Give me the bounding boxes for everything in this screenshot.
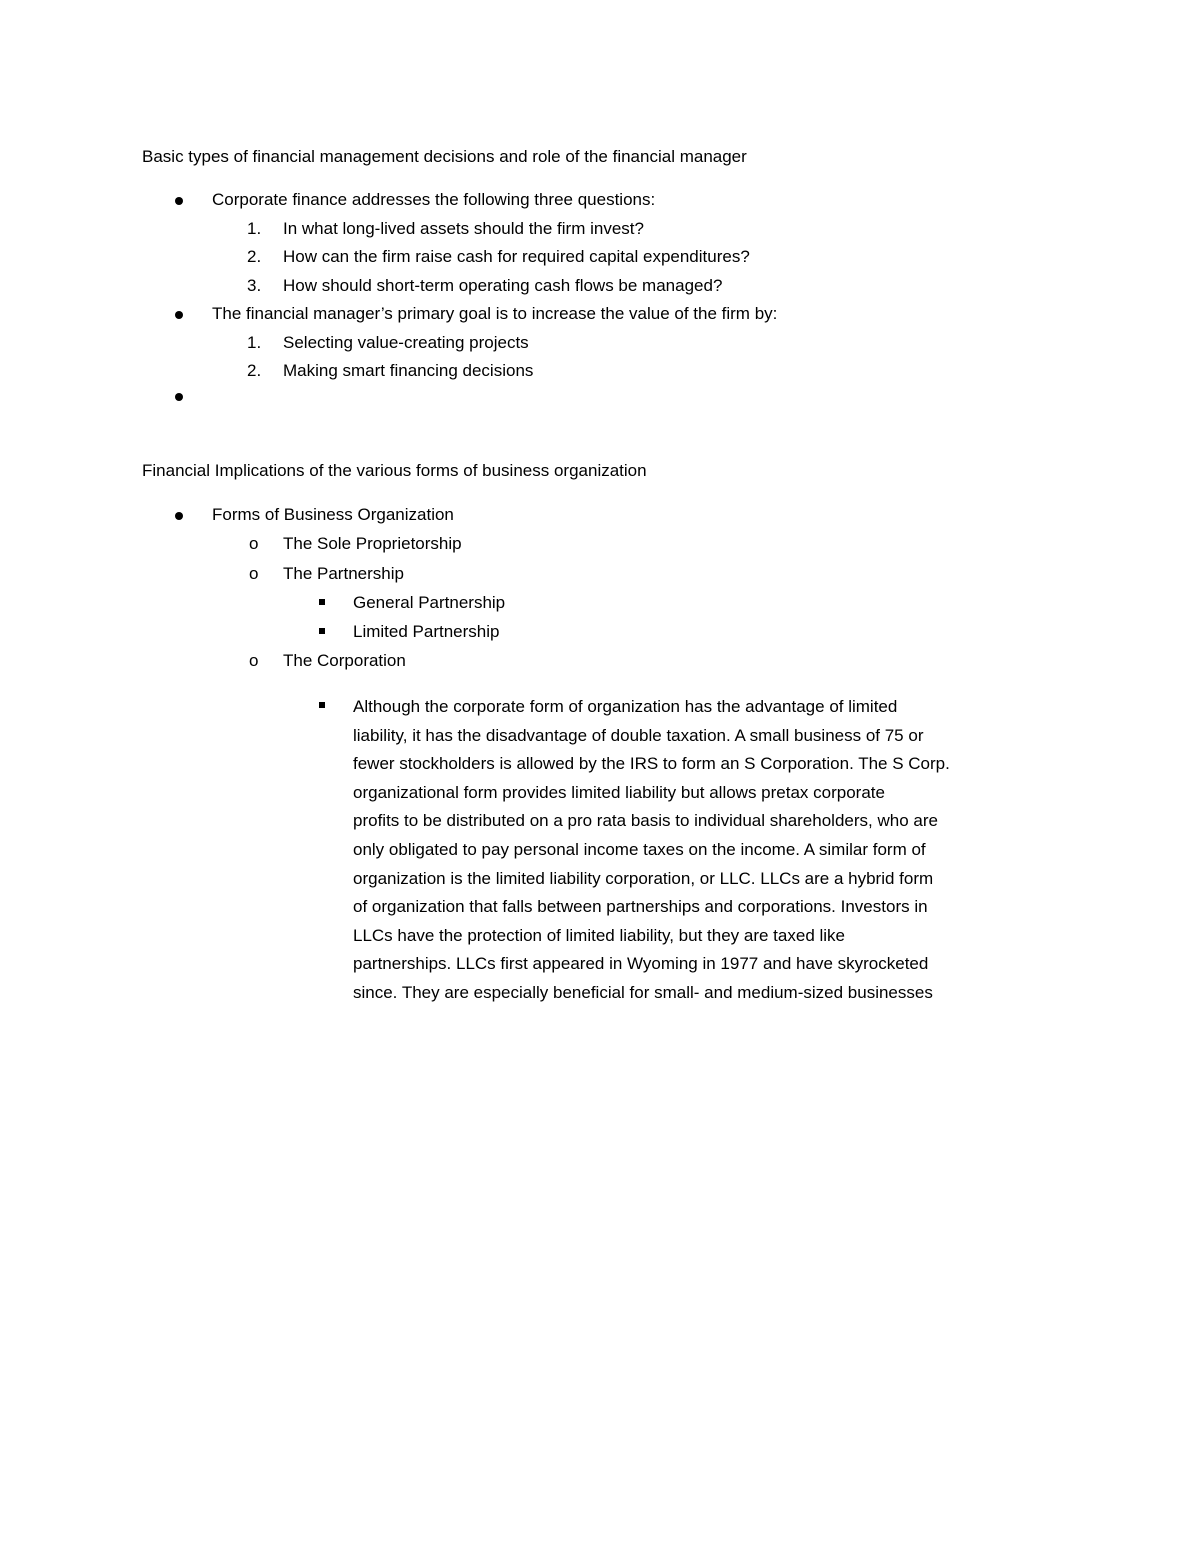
paragraph-line: only obligated to pay personal income taxes on the income. A similar form of [353,839,926,859]
list-item: Selecting value-creating projects [283,333,529,352]
list-marker-o: o [249,534,259,553]
paragraph-line: of organization that falls between partnerships and corporations. Investors in [353,897,928,917]
bullet-disc [175,311,183,319]
list-number: 1. [247,219,262,238]
list-item: How should short-term operating cash flows be managed? [283,276,723,295]
paragraph-line: organization is the limited liability corporation, or LLC. LLCs are a hybrid form [353,868,934,888]
bullet-disc [175,512,183,520]
list-item: How can the firm raise cash for required capital expenditures? [283,247,750,266]
bullet-forms-of-business: Forms of Business Organization [212,505,454,524]
paragraph-line: LLCs have the protection of limited liability, but they are taxed like [353,925,846,945]
list-item-general-partnership: General Partnership [353,593,506,612]
paragraph-line: since. They are especially beneficial for small- and medium-sized businesses [353,982,933,1002]
list-marker-o: o [249,564,259,583]
list-item-corporation: The Corporation [283,651,406,670]
paragraph-line: profits to be distributed on a pro rata basis to individual shareholders, who are [353,811,938,831]
bullet-square [319,599,325,605]
list-number: 3. [247,276,262,295]
bullet-square [319,702,325,708]
paragraph-line: Although the corporate form of organization has the advantage of limited [353,697,898,716]
bullet-primary-goal: The financial manager’s primary goal is to increase the value of the firm by: [212,304,778,323]
paragraph-line: partnerships. LLCs first appeared in Wyoming in 1977 and have skyrocketed [353,954,929,974]
paragraph-line: fewer stockholders is allowed by the IRS to form an S Corporation. The S Corp. [353,754,950,774]
bullet-corporate-finance: Corporate finance addresses the following three questions: [212,190,656,209]
list-item: In what long-lived assets should the firm invest? [283,219,644,238]
list-number: 2. [247,247,262,266]
list-marker-o: o [249,651,259,670]
bullet-disc-empty [175,393,183,401]
list-item-limited-partnership: Limited Partnership [353,622,500,641]
bullet-square [319,628,325,634]
section-heading-business-organization: Financial Implications of the various forms of business organization [142,461,647,480]
list-number: 1. [247,333,262,352]
paragraph-line: liability, it has the disadvantage of double taxation. A small business of 75 or [353,725,924,745]
list-number: 2. [247,361,262,380]
paragraph-line: organizational form provides limited liability but allows pretax corporate [353,782,885,802]
list-item: Making smart financing decisions [283,361,534,380]
list-item-partnership: The Partnership [283,564,404,583]
section-heading-financial-decisions: Basic types of financial management decisions and role of the financial manager [142,147,747,166]
list-item-sole-proprietorship: The Sole Proprietorship [283,534,462,553]
corporation-paragraph [353,693,1063,1008]
bullet-disc [175,197,183,205]
